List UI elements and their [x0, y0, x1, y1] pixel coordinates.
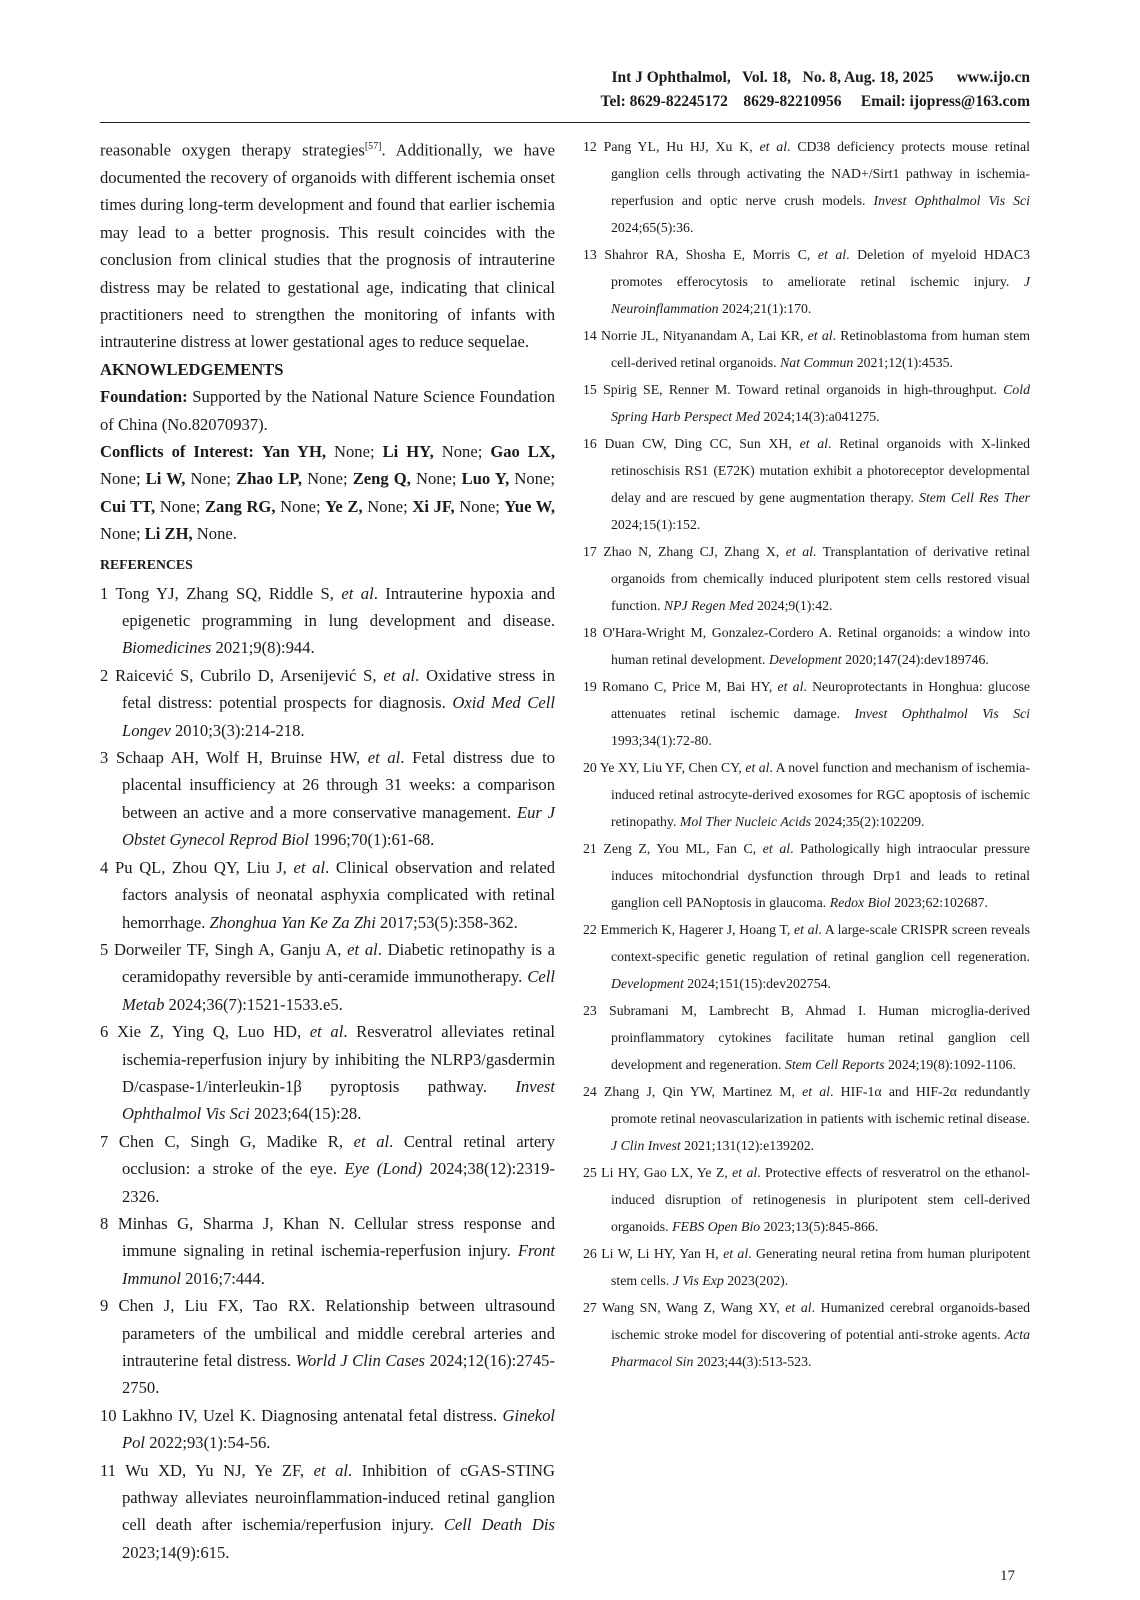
reference-number: 6 — [100, 1022, 109, 1042]
reference-citation: 2024;151(15):dev202754. — [683, 976, 831, 991]
reference-item — [100, 1018, 555, 1128]
reference-citation: 2024;19(8):1092-1106. — [884, 1057, 1016, 1072]
reference-number: 9 — [100, 1296, 109, 1316]
reference-citation: 2024;15(1):152. — [611, 517, 701, 532]
reference-number: 7 — [100, 1131, 109, 1151]
conflict-value: None; — [362, 496, 413, 516]
reference-journal: Front Immunol — [122, 1241, 555, 1288]
reference-authors: Zhang J, Qin YW, Martinez M, — [604, 1084, 803, 1099]
reference-et-al: et al — [353, 1131, 390, 1151]
reference-item — [583, 673, 1030, 754]
reference-number: 23 — [583, 1003, 597, 1018]
reference-citation: 2024;9(1):42. — [753, 598, 833, 613]
conflict-value: None; — [155, 496, 205, 516]
reference-et-al: et al — [777, 679, 804, 694]
reference-item — [100, 1128, 555, 1210]
reference-item — [583, 997, 1030, 1078]
header-line-2: Tel: 8629-82245172 8629-82210956 Email: ijopress@163.com — [600, 93, 1030, 110]
reference-item — [100, 744, 555, 854]
reference-title: . Generating neural retina from human pluripotent stem cells. — [611, 1246, 1030, 1288]
reference-et-al: et al — [802, 1084, 831, 1099]
reference-journal: Oxid Med Cell Longev — [122, 693, 555, 740]
foundation-paragraph: Foundation: Supported by the National Nature Science Foundation of China (No.82070937). — [100, 387, 555, 434]
reference-item — [583, 916, 1030, 997]
reference-journal: Invest Ophthalmol Vis Sci — [122, 1076, 555, 1124]
reference-citation: 2024;14(3):a041275. — [760, 409, 880, 424]
reference-item — [100, 1402, 555, 1457]
reference-number: 25 — [583, 1165, 597, 1180]
reference-item — [100, 1292, 555, 1402]
body-paragraph: reasonable oxygen therapy strategies[57]. Additionally, we have documented the recovery of organoids with different ischemia onset times during long-term development and found that earlier ischemia may lead to a better prognosis. This result coincides with the conclusion from clinical studies that the prognosis of intrauterine distress may be related to gestational age, indicating that clinical practitioners need to strengthen the monitoring of infants with intrauterine distress at lower gestational ages to reduce sequelae. — [100, 140, 555, 352]
reference-title: . Retinal organoids with X-linked retinoschisis RS1 (E72K) mutation exhibit a photoreceptor developmental delay and are rescued by gene augmentation therapy. — [611, 436, 1031, 505]
reference-title: . Inhibition of cGAS-STING pathway alleviates neuroinflammation-induced retinal ganglion cell death after ischemia/reperfusion injury. — [122, 1460, 556, 1535]
reference-number: 18 — [583, 625, 597, 640]
reference-journal: Acta Pharmacol Sin — [611, 1327, 1030, 1369]
references-list-right — [583, 133, 1030, 1375]
header-rule — [100, 122, 1030, 123]
reference-citation: 1996;70(1):61-68. — [308, 830, 435, 850]
reference-authors: Pang YL, Hu HJ, Xu K, — [603, 139, 760, 154]
reference-et-al: et al — [799, 436, 829, 451]
reference-authors: Li W, Li HY, Yan H, — [601, 1246, 724, 1261]
reference-authors: Zhao N, Zhang CJ, Zhang X, — [603, 544, 786, 559]
reference-citation: 2021;131(12):e139202. — [680, 1138, 815, 1153]
reference-number: 8 — [100, 1213, 109, 1233]
reference-item — [583, 1159, 1030, 1240]
reference-authors: Xie Z, Ying Q, Luo HD, — [116, 1022, 310, 1042]
reference-et-al: et al — [383, 665, 416, 685]
reference-authors: Raicević S, Cubrilo D, Arsenijević S, — [115, 665, 384, 685]
reference-et-al: et al — [341, 583, 374, 603]
reference-number: 3 — [100, 748, 109, 768]
reference-item — [583, 376, 1030, 430]
conflict-author: Yue W, — [504, 496, 555, 516]
reference-item — [583, 754, 1030, 835]
page-number: 17 — [1000, 1568, 1015, 1584]
reference-item — [100, 580, 555, 662]
reference-authors: Ye XY, Liu YF, Chen CY, — [599, 760, 746, 775]
reference-number: 2 — [100, 665, 109, 685]
reference-journal: World J Clin Cases — [295, 1351, 426, 1370]
reference-number: 15 — [583, 382, 597, 397]
reference-journal: Cell Death Dis — [443, 1515, 555, 1535]
reference-journal: Invest Ophthalmol Vis Sci — [854, 706, 1030, 721]
reference-et-al: et al — [347, 939, 378, 959]
reference-item — [583, 835, 1030, 916]
reference-authors: Shahror RA, Shosha E, Morris C, — [604, 247, 818, 262]
conflict-author: Cui TT, — [100, 496, 156, 516]
reference-journal: Development — [768, 652, 842, 667]
reference-item — [583, 430, 1030, 538]
reference-citation: 2021;12(1):4535. — [853, 355, 953, 370]
reference-item — [100, 662, 555, 744]
reference-citation: 2024;65(5):36. — [611, 220, 694, 235]
reference-title: . Oxidative stress in fetal distress: potential prospects for diagnosis. — [122, 665, 556, 713]
reference-authors: Wang SN, Wang Z, Wang XY, — [602, 1300, 786, 1315]
reference-journal: J Neuroinflammation — [611, 274, 1030, 316]
reference-title: . HIF-1α and HIF-2α redundantly promote retinal neovascularization in patients with ischemic retinal disease. — [611, 1084, 1030, 1126]
reference-authors: Zeng Z, You ML, Fan C, — [603, 841, 763, 856]
references-list-left — [100, 580, 555, 1567]
reference-journal: J Vis Exp — [672, 1273, 724, 1288]
conflict-author: Zeng Q, — [352, 469, 411, 489]
reference-et-al: et al — [745, 760, 770, 775]
reference-number: 20 — [583, 760, 597, 775]
reference-number: 17 — [583, 544, 597, 559]
reference-item — [583, 619, 1030, 673]
conflict-value: None; — [509, 469, 555, 489]
reference-journal: Cell Metab — [122, 967, 555, 1014]
reference-title: . Intrauterine hypoxia and epigenetic programming in lung development and disease. — [122, 583, 556, 631]
reference-number: 26 — [583, 1246, 597, 1261]
reference-title: . Diabetic retinopathy is a ceramidopathy reversible by anti-ceramide immunotherapy. — [122, 939, 555, 987]
reference-item — [583, 1078, 1030, 1159]
reference-number: 27 — [583, 1300, 597, 1315]
reference-citation: 2020;147(24):dev189746. — [841, 652, 989, 667]
reference-title: . Neuroprotectants in Honghua: glucose attenuates retinal ischemic damage. — [611, 679, 1031, 721]
reference-journal: Zhonghua Yan Ke Za Zhi — [209, 912, 376, 932]
right-column — [583, 133, 1030, 1375]
conflict-author: Li HY, — [382, 442, 434, 461]
reference-citation: 2023(202). — [723, 1273, 789, 1288]
reference-authors: Subramani M, Lambrecht B, Ahmad I. Human microglia-derived proinflammatory cytokines facilitate human retinal ganglion cell development and regeneration. — [609, 1003, 1030, 1072]
reference-citation: 2023;64(15):28. — [249, 1104, 362, 1124]
reference-item — [583, 322, 1030, 376]
reference-item — [583, 1240, 1030, 1294]
conflict-value: None; — [410, 469, 462, 489]
reference-title: . Protective effects of resveratrol on the ethanol-induced disruption of retinogenesis in pluripotent stem cell-derived organoids. — [611, 1165, 1031, 1234]
reference-citation: 2024;36(7):1521-1533.e5. — [164, 994, 343, 1014]
reference-journal: Nat Commun — [780, 355, 854, 370]
reference-et-al: et al — [313, 1460, 349, 1480]
reference-citation: 2023;13(5):845-866. — [760, 1219, 879, 1234]
reference-et-al: et al — [807, 328, 833, 343]
reference-authors: Minhas G, Sharma J, Khan N. Cellular stress response and immune signaling in retinal ischemia-reperfusion injury. — [117, 1213, 555, 1261]
reference-authors: Chen J, Liu FX, Tao RX. Relationship between ultrasound parameters of the umbilical and middle cerebral arteries and intrauterine fetal distress. — [118, 1296, 555, 1370]
reference-journal: FEBS Open Bio — [672, 1219, 761, 1234]
reference-journal: Redox Biol — [829, 895, 891, 910]
reference-number: 13 — [583, 247, 597, 262]
reference-number: 14 — [583, 328, 597, 343]
reference-item — [583, 241, 1030, 322]
reference-journal: Mol Ther Nucleic Acids — [679, 814, 812, 829]
reference-citation: 2022;93(1):54-56. — [145, 1433, 271, 1453]
reference-citation: 1993;34(1):72-80. — [611, 733, 712, 748]
reference-journal: Cold Spring Harb Perspect Med — [611, 382, 1030, 424]
reference-authors: Pu QL, Zhou QY, Liu J, — [114, 857, 294, 877]
reference-number: 12 — [583, 139, 597, 154]
reference-authors: Duan CW, Ding CC, Sun XH, — [604, 436, 800, 451]
reference-journal: J Clin Invest — [611, 1138, 681, 1153]
reference-citation: 2024;38(12):2319-2326. — [122, 1159, 555, 1206]
reference-title: . A large-scale CRISPR screen reveals context-specific genetic regulation of retinal ganglion cell regeneration. — [611, 922, 1031, 964]
conflict-value: None. — [192, 524, 237, 544]
conflict-value: None; — [326, 442, 383, 461]
reference-citation: 2024;21(1):170. — [718, 301, 812, 316]
reference-journal: NPJ Regen Med — [663, 598, 754, 613]
reference-authors: Li HY, Gao LX, Ye Z, — [601, 1165, 733, 1180]
reference-journal: Development — [611, 976, 684, 991]
reference-et-al: et al — [762, 841, 791, 856]
reference-title: . Deletion of myeloid HDAC3 promotes efferocytosis to ameliorate retinal ischemic injury. — [611, 247, 1031, 289]
reference-title: . Clinical observation and related factors analysis of neonatal asphyxia complicated with retinal hemorrhage. — [122, 857, 555, 932]
reference-journal: Biomedicines — [122, 638, 212, 658]
reference-number: 10 — [100, 1405, 117, 1425]
conflict-author: Li ZH, — [144, 524, 193, 544]
conflict-author: Luo Y, — [461, 469, 510, 489]
conflict-author: Yan YH, — [261, 442, 327, 461]
conflict-value: None; — [100, 469, 146, 489]
reference-title: . Pathologically high intraocular pressure induces mitochondrial dysfunction through Drp1 and leads to retinal ganglion cell PANoptosis in glaucoma. — [611, 841, 1031, 910]
conflict-value: None; — [275, 496, 326, 516]
reference-journal: Stem Cell Res Ther — [919, 490, 1030, 505]
conflict-author: Gao LX, — [490, 442, 556, 461]
reference-number: 21 — [583, 841, 597, 856]
reference-title: . CD38 deficiency protects mouse retinal ganglion cells through activating the NAD+/Sirt1 pathway in ischemia-reperfusion and optic nerve crush models. — [611, 139, 1031, 208]
citation-superscript: [57] — [364, 141, 382, 152]
reference-authors: Emmerich K, Hagerer J, Hoang T, — [600, 922, 795, 937]
reference-title: . Transplantation of derivative retinal organoids from chemically induced pluripotent stem cells restored visual function. — [611, 544, 1030, 613]
reference-title: . A novel function and mechanism of ischemia-induced retinal astrocyte-derived exosomes for RGC apoptosis of ischemic retinopathy. — [611, 760, 1031, 829]
conflict-value: None; — [100, 524, 145, 544]
reference-authors: O'Hara-Wright M, Gonzalez-Cordero A. Retinal organoids: a window into human retinal development. — [602, 625, 1031, 667]
journal-header — [601, 66, 1030, 114]
reference-citation: 2021;9(8):944. — [211, 638, 315, 658]
reference-item — [583, 133, 1030, 241]
reference-et-al: et al — [794, 922, 819, 937]
reference-citation: 2016;7:444. — [181, 1268, 265, 1288]
reference-number: 5 — [100, 939, 109, 959]
reference-citation: 2017;53(5):358-362. — [375, 912, 518, 932]
reference-citation: 2023;14(9):615. — [122, 1542, 230, 1562]
left-column — [100, 133, 555, 1566]
references-heading: REFERENCES — [100, 556, 193, 572]
reference-title: . Humanized cerebral organoids-based ischemic stroke model for discovering of potential anti-stroke agents. — [611, 1300, 1031, 1342]
conflict-author: Xi JF, — [412, 496, 455, 516]
reference-et-al: et al — [817, 247, 847, 262]
conflict-author: Zhao LP, — [236, 469, 302, 489]
reference-et-al: et al — [759, 139, 788, 154]
reference-journal: Invest Ophthalmol Vis Sci — [873, 193, 1031, 208]
reference-journal: Stem Cell Reports — [784, 1057, 885, 1072]
conflict-value: None; — [185, 469, 237, 489]
reference-et-al: et al — [785, 544, 813, 559]
reference-journal: Ginekol Pol — [122, 1405, 556, 1453]
reference-et-al: et al — [785, 1300, 812, 1315]
reference-title: . Retinoblastoma from human stem cell-derived retinal organoids. — [611, 328, 1030, 370]
reference-authors: Spirig SE, Renner M. Toward retinal organoids in high-throughput. — [603, 382, 1004, 397]
reference-et-al: et al — [723, 1246, 749, 1261]
reference-citation: 2023;62:102687. — [890, 895, 988, 910]
reference-authors: Norrie JL, Nityanandam A, Lai KR, — [601, 328, 808, 343]
reference-journal: Eur J Obstet Gynecol Reprod Biol — [122, 802, 555, 850]
conflict-author: Zang RG, — [204, 496, 276, 516]
conflict-author: Li W, — [145, 469, 186, 489]
acknowledgements-heading: AKNOWLEDGEMENTS — [100, 359, 284, 379]
reference-authors: Tong YJ, Zhang SQ, Riddle S, — [115, 583, 342, 603]
reference-authors: Dorweiler TF, Singh A, Ganju A, — [114, 939, 348, 959]
reference-authors: Lakhno IV, Uzel K. Diagnosing antenatal fetal distress. — [121, 1405, 503, 1425]
reference-authors: Schaap AH, Wolf H, Bruinse HW, — [115, 748, 368, 768]
reference-number: 16 — [583, 436, 597, 451]
reference-et-al: et al — [293, 857, 326, 877]
reference-number: 19 — [583, 679, 597, 694]
reference-et-al: et al — [732, 1165, 758, 1180]
reference-journal: Eye (Lond) — [344, 1159, 423, 1179]
reference-et-al: et al — [309, 1022, 344, 1042]
reference-item — [583, 1294, 1030, 1375]
reference-title: . Central retinal artery occlusion: a stroke of the eye. — [122, 1131, 556, 1179]
reference-number: 24 — [583, 1084, 597, 1099]
conflict-value: None; — [433, 442, 491, 461]
reference-number: 1 — [100, 583, 109, 603]
reference-item — [100, 1457, 555, 1567]
conflict-author: Ye Z, — [325, 496, 363, 516]
reference-citation: 2010;3(3):214-218. — [170, 720, 305, 740]
reference-et-al: et al — [367, 748, 401, 768]
reference-authors: Romano C, Price M, Bai HY, — [602, 679, 778, 694]
reference-item — [100, 854, 555, 936]
reference-number: 22 — [583, 922, 597, 937]
reference-title: . Fetal distress due to placental insufficiency at 26 through 31 weeks: a comparison between an active and a more conservative management. — [122, 748, 555, 822]
reference-number: 4 — [100, 857, 109, 877]
reference-citation: 2024;12(16):2745-2750. — [122, 1351, 555, 1398]
conflicts-paragraph: Conflicts of Interest: Yan YH, None; Li HY, None; Gao LX, None; Li W, None; Zhao LP, None; Zeng Q, None; Luo Y, None; Cui TT, None; Zang RG, None; Ye Z, None; Xi JF, None; Yue W, None; Li ZH, None. — [100, 442, 556, 544]
reference-item — [100, 1210, 555, 1292]
reference-authors: Chen C, Singh G, Madike R, — [118, 1131, 354, 1151]
conflict-value: None; — [301, 469, 353, 489]
reference-citation: 2023;44(3):513-523. — [693, 1354, 812, 1369]
reference-item — [100, 936, 555, 1018]
reference-number: 11 — [100, 1460, 116, 1480]
reference-title: . Resveratrol alleviates retinal ischemia-reperfusion injury by inhibiting the NLRP3/gasdermin D/caspase-1/interleukin-1β pyroptosis pathway. — [122, 1022, 555, 1096]
header-line-1: Int J Ophthalmol, Vol. 18, No. 8, Aug. 18, 2025 www.ijo.cn — [611, 69, 1030, 86]
reference-authors: Wu XD, Yu NJ, Ye ZF, — [125, 1460, 314, 1480]
conflict-value: None; — [454, 496, 505, 516]
reference-citation: 2024;35(2):102209. — [811, 814, 925, 829]
reference-item — [583, 538, 1030, 619]
